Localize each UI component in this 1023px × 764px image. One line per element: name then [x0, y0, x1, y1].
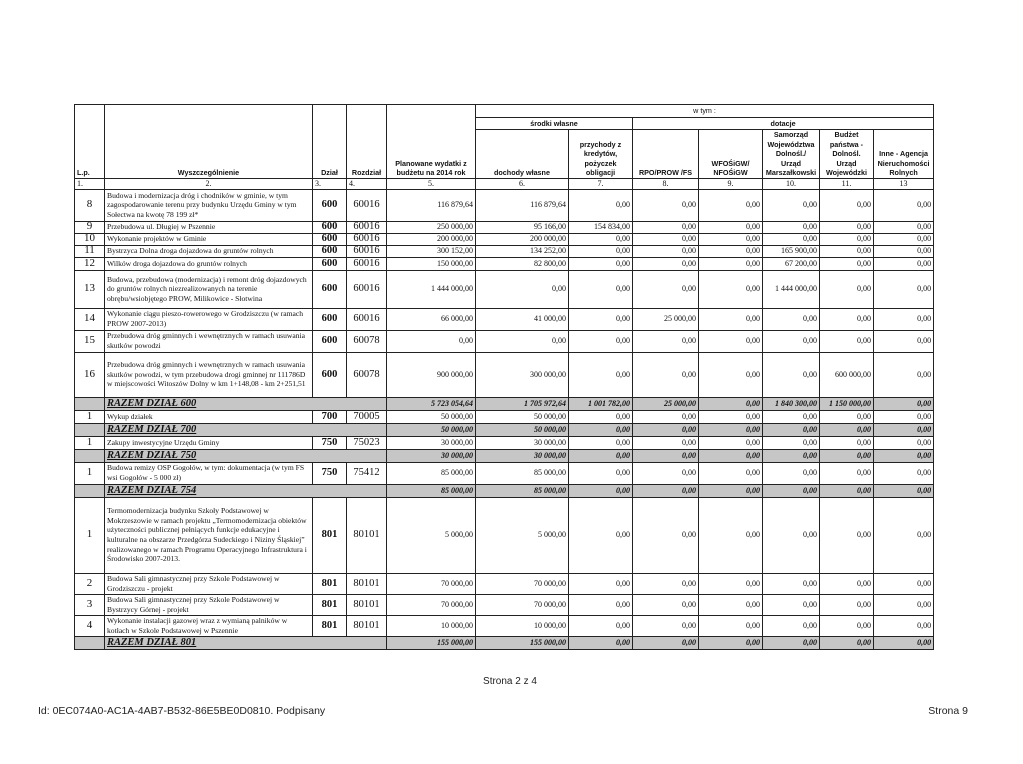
table-row	[75, 462, 934, 484]
value-cell: 0,00	[820, 594, 874, 615]
value-cell: 0,00	[699, 497, 763, 573]
row-lp: 1	[75, 462, 105, 484]
value-cell: 70 000,00	[476, 573, 569, 594]
row-lp: 1	[75, 436, 105, 449]
row-dzial: 600	[313, 245, 347, 257]
value-cell: 0,00	[699, 636, 763, 649]
value-cell: 116 879,64	[476, 189, 569, 221]
value-cell: 0,00	[633, 462, 699, 484]
value-cell: 0,00	[763, 462, 820, 484]
value-cell: 0,00	[874, 573, 934, 594]
table-row	[75, 308, 934, 330]
value-cell: 0,00	[569, 484, 633, 497]
value-cell: 0,00	[874, 308, 934, 330]
value-cell: 0,00	[820, 330, 874, 352]
value-cell: 0,00	[763, 330, 820, 352]
value-cell: 0,00	[763, 484, 820, 497]
col-number: 3.	[313, 178, 347, 189]
value-cell: 0,00	[569, 423, 633, 436]
row-rozdzial: 60078	[347, 330, 387, 352]
value-cell: 0,00	[699, 233, 763, 245]
value-cell: 0,00	[874, 233, 934, 245]
header-dochody-wlasne: dochody własne	[476, 130, 569, 179]
value-cell: 67 200,00	[763, 257, 820, 270]
budget-table	[74, 104, 934, 650]
value-cell: 116 879,64	[387, 189, 476, 221]
value-cell: 1 150 000,00	[820, 397, 874, 410]
header-lp: L.p.	[75, 105, 105, 179]
value-cell: 0,00	[699, 462, 763, 484]
value-cell: 0,00	[476, 330, 569, 352]
table-row	[75, 615, 934, 636]
row-rozdzial: 75412	[347, 462, 387, 484]
value-cell: 50 000,00	[476, 410, 569, 423]
value-cell: 0,00	[820, 221, 874, 233]
value-cell: 0,00	[763, 189, 820, 221]
value-cell: 155 000,00	[387, 636, 476, 649]
value-cell: 30 000,00	[476, 436, 569, 449]
value-cell: 0,00	[699, 308, 763, 330]
value-cell: 165 900,00	[763, 245, 820, 257]
value-cell: 0,00	[633, 352, 699, 397]
summary-title: RAZEM DZIAŁ 801	[105, 636, 387, 649]
value-cell: 0,00	[874, 484, 934, 497]
value-cell: 1 840 300,00	[763, 397, 820, 410]
value-cell: 50 000,00	[387, 423, 476, 436]
value-cell: 1 444 000,00	[387, 270, 476, 308]
value-cell: 1 001 782,00	[569, 397, 633, 410]
value-cell: 0,00	[569, 636, 633, 649]
row-description: Budowa remizy OSP Gogołów, w tym: dokumentacja (w tym FS wsi Gogołów - 5 000 zł)	[105, 462, 313, 484]
summary-blank	[75, 423, 105, 436]
summary-blank	[75, 636, 105, 649]
value-cell: 0,00	[820, 462, 874, 484]
value-cell: 0,00	[699, 352, 763, 397]
row-dzial: 750	[313, 462, 347, 484]
value-cell: 0,00	[699, 573, 763, 594]
row-description: Zakupy inwestycyjne Urzędu Gminy	[105, 436, 313, 449]
value-cell: 0,00	[699, 594, 763, 615]
col-number: 1.	[75, 178, 105, 189]
table-row	[75, 330, 934, 352]
row-description: Bystrzyca Dolna droga dojazdowa do gruntów rolnych	[105, 245, 313, 257]
value-cell: 0,00	[763, 436, 820, 449]
value-cell: 0,00	[763, 594, 820, 615]
value-cell: 70 000,00	[387, 594, 476, 615]
row-dzial: 600	[313, 257, 347, 270]
value-cell: 0,00	[633, 189, 699, 221]
value-cell: 0,00	[874, 462, 934, 484]
value-cell: 0,00	[633, 270, 699, 308]
value-cell: 5 000,00	[476, 497, 569, 573]
value-cell: 0,00	[633, 484, 699, 497]
value-cell: 0,00	[763, 573, 820, 594]
value-cell: 0,00	[633, 497, 699, 573]
value-cell: 0,00	[699, 245, 763, 257]
value-cell: 0,00	[699, 189, 763, 221]
header-dzial: Dział	[313, 105, 347, 179]
row-description: Przebudowa dróg gminnych i wewnętrznych w ramach usuwania skutków powodzi	[105, 330, 313, 352]
summary-blank	[75, 449, 105, 462]
value-cell: 0,00	[569, 233, 633, 245]
value-cell: 0,00	[569, 497, 633, 573]
col-number: 10.	[763, 178, 820, 189]
table-row	[75, 497, 934, 573]
value-cell: 0,00	[569, 594, 633, 615]
table-row	[75, 221, 934, 233]
value-cell: 66 000,00	[387, 308, 476, 330]
header-rpo: RPO/PROW /FS	[633, 130, 699, 179]
value-cell: 0,00	[820, 615, 874, 636]
row-dzial: 801	[313, 573, 347, 594]
row-lp: 3	[75, 594, 105, 615]
value-cell: 85 000,00	[387, 484, 476, 497]
value-cell: 134 252,00	[476, 245, 569, 257]
summary-blank	[75, 484, 105, 497]
value-cell: 250 000,00	[387, 221, 476, 233]
value-cell: 0,00	[874, 189, 934, 221]
row-lp: 1	[75, 497, 105, 573]
value-cell: 0,00	[699, 270, 763, 308]
row-rozdzial: 60016	[347, 245, 387, 257]
value-cell: 50 000,00	[476, 423, 569, 436]
value-cell: 0,00	[633, 233, 699, 245]
value-cell: 0,00	[820, 436, 874, 449]
value-cell: 85 000,00	[476, 484, 569, 497]
row-description: Budowa i modernizacja dróg i chodników w gminie, w tym zagospodarowanie terenu przy budynku Urzędu Gminy w tym Sołectwa na kwotę 78 199 zł*	[105, 189, 313, 221]
column-numbers-row	[75, 178, 934, 189]
value-cell: 0,00	[699, 615, 763, 636]
value-cell: 0,00	[633, 410, 699, 423]
header-budzet: Budżet państwa - Dolnośl. Urząd Wojewódzki	[820, 130, 874, 179]
page-counter: Strona 2 z 4	[483, 676, 537, 687]
col-number: 6.	[476, 178, 569, 189]
row-dzial: 801	[313, 594, 347, 615]
row-lp: 16	[75, 352, 105, 397]
value-cell: 5 723 054,64	[387, 397, 476, 410]
value-cell: 1 444 000,00	[763, 270, 820, 308]
value-cell: 0,00	[763, 615, 820, 636]
row-dzial: 600	[313, 352, 347, 397]
row-lp: 13	[75, 270, 105, 308]
value-cell: 0,00	[874, 615, 934, 636]
value-cell: 0,00	[820, 257, 874, 270]
row-lp: 11	[75, 245, 105, 257]
value-cell: 0,00	[699, 423, 763, 436]
row-description: Budowa Sali gimnastycznej przy Szkole Podstawowej w Grodziszczu - projekt	[105, 573, 313, 594]
value-cell: 0,00	[633, 594, 699, 615]
value-cell: 10 000,00	[476, 615, 569, 636]
header-wyszczegolnienie: Wyszczególnienie	[105, 105, 313, 179]
header-samorzad: Samorząd Województwa Dolnośl./ Urząd Marszałkowski	[763, 130, 820, 179]
value-cell: 0,00	[633, 636, 699, 649]
row-rozdzial: 60016	[347, 257, 387, 270]
table-row	[75, 410, 934, 423]
row-description: Przebudowa dróg gminnych i wewnętrznych w ramach usuwania skutków powodzi, w tym przebudowa drogi gminnej nr 111786D w miejscowości Witoszów Dolny w km 1+148,08 - km 2+251,51	[105, 352, 313, 397]
value-cell: 0,00	[569, 410, 633, 423]
value-cell: 0,00	[763, 352, 820, 397]
value-cell: 10 000,00	[387, 615, 476, 636]
value-cell: 0,00	[763, 308, 820, 330]
value-cell: 0,00	[820, 497, 874, 573]
value-cell: 25 000,00	[633, 308, 699, 330]
value-cell: 0,00	[820, 636, 874, 649]
value-cell: 600 000,00	[820, 352, 874, 397]
value-cell: 0,00	[874, 270, 934, 308]
value-cell: 95 166,00	[476, 221, 569, 233]
value-cell: 0,00	[874, 330, 934, 352]
row-lp: 14	[75, 308, 105, 330]
header-w-tym: w tym :	[476, 105, 934, 118]
value-cell: 0,00	[633, 221, 699, 233]
row-lp: 1	[75, 410, 105, 423]
row-rozdzial: 80101	[347, 615, 387, 636]
value-cell: 0,00	[874, 423, 934, 436]
row-dzial: 600	[313, 270, 347, 308]
table-row	[75, 352, 934, 397]
row-rozdzial: 60016	[347, 189, 387, 221]
summary-row	[75, 449, 934, 462]
col-number: 2.	[105, 178, 313, 189]
col-number: 7.	[569, 178, 633, 189]
table-row	[75, 436, 934, 449]
row-description: Budowa, przebudowa (modernizacja) i remont dróg dojazdowych do gruntów rolnych niezrealizowanych na terenie obrębu/wsiobjętego PROW, Milikowice - Słotwina	[105, 270, 313, 308]
row-dzial: 801	[313, 497, 347, 573]
row-description: Wykup działek	[105, 410, 313, 423]
table-row	[75, 233, 934, 245]
row-description: Wykonanie projektów w Gminie	[105, 233, 313, 245]
row-dzial: 750	[313, 436, 347, 449]
row-dzial: 600	[313, 330, 347, 352]
value-cell: 154 834,00	[569, 221, 633, 233]
value-cell: 0,00	[569, 330, 633, 352]
value-cell: 0,00	[699, 257, 763, 270]
row-rozdzial: 80101	[347, 573, 387, 594]
value-cell: 300 152,00	[387, 245, 476, 257]
value-cell: 30 000,00	[476, 449, 569, 462]
value-cell: 0,00	[633, 449, 699, 462]
value-cell: 0,00	[874, 245, 934, 257]
col-number: 11.	[820, 178, 874, 189]
table-row	[75, 257, 934, 270]
value-cell: 0,00	[699, 436, 763, 449]
row-lp: 9	[75, 221, 105, 233]
row-description: Budowa Sali gimnastycznej przy Szkole Podstawowej w Bystrzycy Górnej - projekt	[105, 594, 313, 615]
header-dotacje: dotacje	[633, 118, 934, 130]
row-lp: 8	[75, 189, 105, 221]
row-lp: 2	[75, 573, 105, 594]
value-cell: 0,00	[633, 423, 699, 436]
summary-row	[75, 636, 934, 649]
table-row	[75, 270, 934, 308]
row-description: Wykonanie ciągu pieszo-rowerowego w Grodziszczu (w ramach PROW 2007-2013)	[105, 308, 313, 330]
value-cell: 0,00	[820, 423, 874, 436]
row-dzial: 801	[313, 615, 347, 636]
value-cell: 0,00	[820, 189, 874, 221]
value-cell: 0,00	[874, 436, 934, 449]
row-description: Wilków droga dojazdowa do gruntów rolnych	[105, 257, 313, 270]
value-cell: 0,00	[633, 573, 699, 594]
value-cell: 0,00	[569, 615, 633, 636]
row-rozdzial: 60078	[347, 352, 387, 397]
col-number: 5.	[387, 178, 476, 189]
header-planowane: Planowane wydatki z budżetu na 2014 rok	[387, 105, 476, 179]
summary-title: RAZEM DZIAŁ 600	[105, 397, 387, 410]
value-cell: 200 000,00	[476, 233, 569, 245]
value-cell: 0,00	[569, 270, 633, 308]
header-przychody: przychody z kredytów, pożyczek obligacji	[569, 130, 633, 179]
summary-row	[75, 423, 934, 436]
row-rozdzial: 80101	[347, 497, 387, 573]
value-cell: 0,00	[874, 497, 934, 573]
value-cell: 0,00	[763, 410, 820, 423]
value-cell: 0,00	[633, 436, 699, 449]
value-cell: 0,00	[820, 245, 874, 257]
summary-title: RAZEM DZIAŁ 750	[105, 449, 387, 462]
value-cell: 1 705 972,64	[476, 397, 569, 410]
value-cell: 0,00	[820, 233, 874, 245]
summary-blank	[75, 397, 105, 410]
row-lp: 15	[75, 330, 105, 352]
value-cell: 0,00	[699, 330, 763, 352]
value-cell: 0,00	[874, 636, 934, 649]
value-cell: 0,00	[569, 189, 633, 221]
value-cell: 200 000,00	[387, 233, 476, 245]
value-cell: 70 000,00	[387, 573, 476, 594]
row-rozdzial: 70005	[347, 410, 387, 423]
summary-title: RAZEM DZIAŁ 700	[105, 423, 387, 436]
value-cell: 0,00	[699, 484, 763, 497]
summary-row	[75, 397, 934, 410]
value-cell: 0,00	[633, 330, 699, 352]
value-cell: 0,00	[569, 245, 633, 257]
row-description: Termomodernizacja budynku Szkoły Podstawowej w Mokrzeszowie w ramach projektu „Termomodernizacja obiektów użyteczności publicznej pełniących funkcje edukacyjne i kulturalne na obszarze Przedgórza Sudeckiego i Niziny Śląskiej” realizowanego w ramach Programu Operacyjnego Infrastruktura i Środowisko 2007-2013.	[105, 497, 313, 573]
value-cell: 0,00	[699, 221, 763, 233]
value-cell: 0,00	[763, 636, 820, 649]
header-rozdzial: Rozdział	[347, 105, 387, 179]
table-row	[75, 594, 934, 615]
row-rozdzial: 60016	[347, 221, 387, 233]
value-cell: 0,00	[569, 308, 633, 330]
value-cell: 82 800,00	[476, 257, 569, 270]
value-cell: 0,00	[820, 270, 874, 308]
value-cell: 0,00	[569, 257, 633, 270]
header-wfos: WFOŚiGW/ NFOŚiGW	[699, 130, 763, 179]
value-cell: 85 000,00	[387, 462, 476, 484]
value-cell: 0,00	[633, 245, 699, 257]
value-cell: 85 000,00	[476, 462, 569, 484]
summary-title: RAZEM DZIAŁ 754	[105, 484, 387, 497]
value-cell: 0,00	[387, 330, 476, 352]
table-row	[75, 573, 934, 594]
table-row	[75, 245, 934, 257]
value-cell: 0,00	[820, 484, 874, 497]
value-cell: 0,00	[699, 397, 763, 410]
value-cell: 30 000,00	[387, 449, 476, 462]
row-lp: 12	[75, 257, 105, 270]
value-cell: 0,00	[874, 221, 934, 233]
row-rozdzial: 60016	[347, 308, 387, 330]
row-rozdzial: 60016	[347, 270, 387, 308]
value-cell: 0,00	[569, 462, 633, 484]
row-dzial: 700	[313, 410, 347, 423]
value-cell: 0,00	[874, 449, 934, 462]
value-cell: 0,00	[763, 221, 820, 233]
value-cell: 0,00	[874, 410, 934, 423]
value-cell: 41 000,00	[476, 308, 569, 330]
value-cell: 0,00	[569, 436, 633, 449]
value-cell: 0,00	[874, 594, 934, 615]
table-row	[75, 189, 934, 221]
value-cell: 0,00	[820, 308, 874, 330]
row-rozdzial: 80101	[347, 594, 387, 615]
value-cell: 0,00	[874, 352, 934, 397]
value-cell: 0,00	[476, 270, 569, 308]
value-cell: 50 000,00	[387, 410, 476, 423]
value-cell: 0,00	[699, 449, 763, 462]
row-dzial: 600	[313, 308, 347, 330]
value-cell: 900 000,00	[387, 352, 476, 397]
value-cell: 0,00	[633, 257, 699, 270]
header-inne: Inne - Agencja Nieruchomości Rolnych	[874, 130, 934, 179]
col-number: 9.	[699, 178, 763, 189]
value-cell: 0,00	[820, 449, 874, 462]
value-cell: 0,00	[633, 615, 699, 636]
row-description: Wykonanie instalacji gazowej wraz z wymianą palników w kotłach w Szkole Podstawowej w Pszennie	[105, 615, 313, 636]
document-id: Id: 0EC074A0-AC1A-4AB7-B532-86E5BE0D0810. Podpisany	[38, 705, 326, 717]
value-cell: 0,00	[874, 257, 934, 270]
row-dzial: 600	[313, 233, 347, 245]
value-cell: 0,00	[569, 573, 633, 594]
value-cell: 0,00	[763, 423, 820, 436]
row-dzial: 600	[313, 189, 347, 221]
col-number: 8.	[633, 178, 699, 189]
value-cell: 30 000,00	[387, 436, 476, 449]
value-cell: 25 000,00	[633, 397, 699, 410]
row-dzial: 600	[313, 221, 347, 233]
row-lp: 4	[75, 615, 105, 636]
value-cell: 0,00	[874, 397, 934, 410]
header-srodki-wlasne: środki własne	[476, 118, 633, 130]
value-cell: 300 000,00	[476, 352, 569, 397]
value-cell: 0,00	[820, 573, 874, 594]
value-cell: 150 000,00	[387, 257, 476, 270]
value-cell: 155 000,00	[476, 636, 569, 649]
row-description: Przebudowa ul. Długiej w Pszennie	[105, 221, 313, 233]
row-rozdzial: 75023	[347, 436, 387, 449]
row-lp: 10	[75, 233, 105, 245]
value-cell: 70 000,00	[476, 594, 569, 615]
col-number: 4.	[347, 178, 387, 189]
value-cell: 0,00	[569, 449, 633, 462]
value-cell: 0,00	[763, 497, 820, 573]
row-rozdzial: 60016	[347, 233, 387, 245]
value-cell: 0,00	[763, 449, 820, 462]
page-number: Strona 9	[928, 705, 968, 717]
col-number: 13	[874, 178, 934, 189]
summary-row	[75, 484, 934, 497]
value-cell: 5 000,00	[387, 497, 476, 573]
value-cell: 0,00	[763, 233, 820, 245]
value-cell: 0,00	[820, 410, 874, 423]
value-cell: 0,00	[699, 410, 763, 423]
value-cell: 0,00	[569, 352, 633, 397]
